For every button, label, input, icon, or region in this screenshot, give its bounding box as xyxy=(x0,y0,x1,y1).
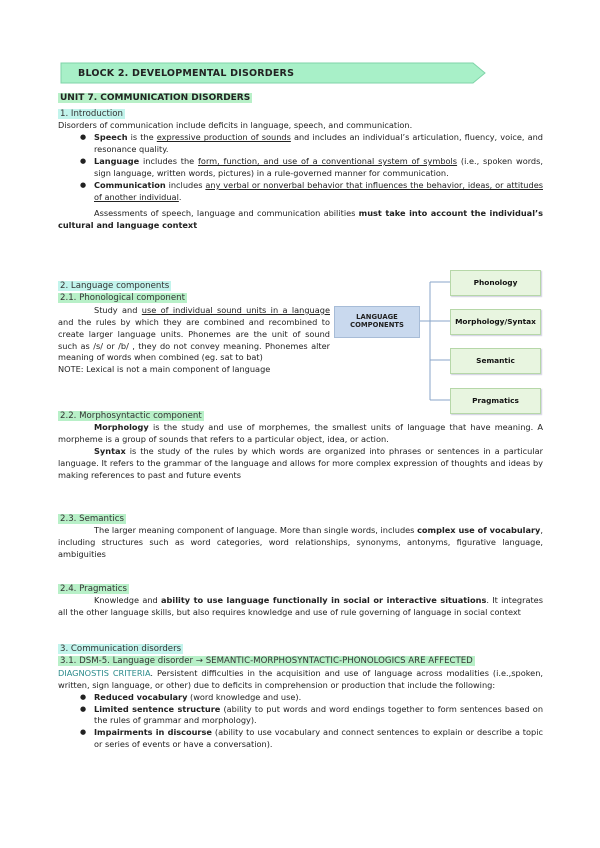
heading-language-components: 2. Language components xyxy=(60,281,170,291)
list-item-impairments-in-discourse: ● Impairments in discourse (ability to use vocabulary and connect sentences to explain or describe a topic or series of events or have a conversation). xyxy=(94,727,543,751)
definitions-list xyxy=(58,132,543,203)
morphology-text: Morphology is the study and use of morphemes, the smallest units of language that have meaning. A morpheme is a group of sounds that refers to a particular object, idea, or action. xyxy=(58,422,543,445)
heading-communication-disorders: 3. Communication disorders xyxy=(60,644,182,654)
pragmatics-text: Knowledge and ability to use language functionally in social or interactive situations. It integrates all the other language skills, but also requires knowledge and use of rule governing of language in social context xyxy=(58,595,543,618)
list-item-communication: ● Communication includes any verbal or nonverbal behavior that influences the behavior, ideas, or attitudes of another individual. xyxy=(94,180,543,204)
language-components-diagram xyxy=(332,268,544,416)
syntax-text: Syntax is the study of the rules by which words are organized into phrases or sentences in a particular language. It refers to the grammar of the language and allows for more complex expression of thoughts and ideas by making references to past and future events xyxy=(58,446,543,481)
phonological-text: Study and use of individual sound units in a language and the rules by which they are combined and recombined to create larger language units. Phonemes are the unit of sound such as /s/ or /b/ , they do not convey meaning. Phonemes alter meaning of words when combined (eg. sat to bat) xyxy=(58,304,330,363)
heading-introduction: 1. Introduction xyxy=(60,109,123,119)
assessment-text: Assessments of speech, language and communication abilities must take into account the individual’s cultural and language context xyxy=(58,207,543,230)
diagnostic-criteria-label: DIAGNOSTIS CRITERIA xyxy=(58,667,151,678)
block-title: BLOCK 2. DEVELOPMENTAL DISORDERS xyxy=(78,68,295,79)
section-communication-disorders xyxy=(58,643,543,751)
unit-title: UNIT 7. COMMUNICATION DISORDERS xyxy=(60,93,251,103)
lexical-note: NOTE: Lexical is not a main component of language xyxy=(58,364,271,375)
heading-morphosyntactic: 2.2. Morphosyntactic component xyxy=(60,411,202,421)
diagnostic-criteria-text: DIAGNOSTIS CRITERIA. Persistent difficulties in the acquisition and use of language across modalities (i.e.,spoken, written, sign language, or other) due to deficits in comprehension or production that include the following: xyxy=(58,667,543,690)
diagram-center-node: LANGUAGE COMPONENTS xyxy=(334,306,420,338)
list-item-limited-sentence-structure: ● Limited sentence structure (ability to put words and word endings together to form sentences based on the rules of grammar and morphology). xyxy=(94,704,543,728)
section-pragmatics xyxy=(58,583,543,619)
section-morphosyntactic xyxy=(58,410,543,482)
section-language-components xyxy=(58,280,330,376)
diagram-node-semantic: Semantic xyxy=(450,348,541,374)
list-item-language: ● Language includes the form, function, and use of a conventional system of symbols (i.e., spoken words, sign language, written words, pictures) in a rule-governed manner for communication. xyxy=(94,156,543,180)
heading-pragmatics: 2.4. Pragmatics xyxy=(60,584,128,594)
semantics-text: The larger meaning component of language. More than single words, includes complex use of vocabulary, including structures such as word categories, word relationships, synonyms, antonyms, figurative language, ambiguities xyxy=(58,525,543,560)
heading-phonological: 2.1. Phonological component xyxy=(60,293,185,304)
intro-text: Disorders of communication include deficits in language, speech, and communication. xyxy=(58,120,413,131)
criteria-list xyxy=(58,692,543,751)
diagram-node-phonology: Phonology xyxy=(450,270,541,296)
diagram-node-pragmatics: Pragmatics xyxy=(450,388,541,414)
heading-dsm5-language-disorder: 3.1. DSM-5. Language disorder → SEMANTIC-MORPHOSYNTACTIC-PHONOLOGICS ARE AFFECTED xyxy=(60,656,473,667)
diagram-node-morphology-syntax: Morphology/Syntax xyxy=(450,309,541,335)
block-banner xyxy=(60,62,486,84)
heading-semantics: 2.3. Semantics xyxy=(60,514,124,524)
list-item-reduced-vocabulary: ● Reduced vocabulary (word knowledge and use). xyxy=(94,692,543,704)
section-semantics xyxy=(58,513,543,561)
list-item-speech: ● Speech is the expressive production of sounds and includes an individual’s articulation, fluency, voice, and resonance quality. xyxy=(94,132,543,156)
section-introduction xyxy=(58,108,543,231)
